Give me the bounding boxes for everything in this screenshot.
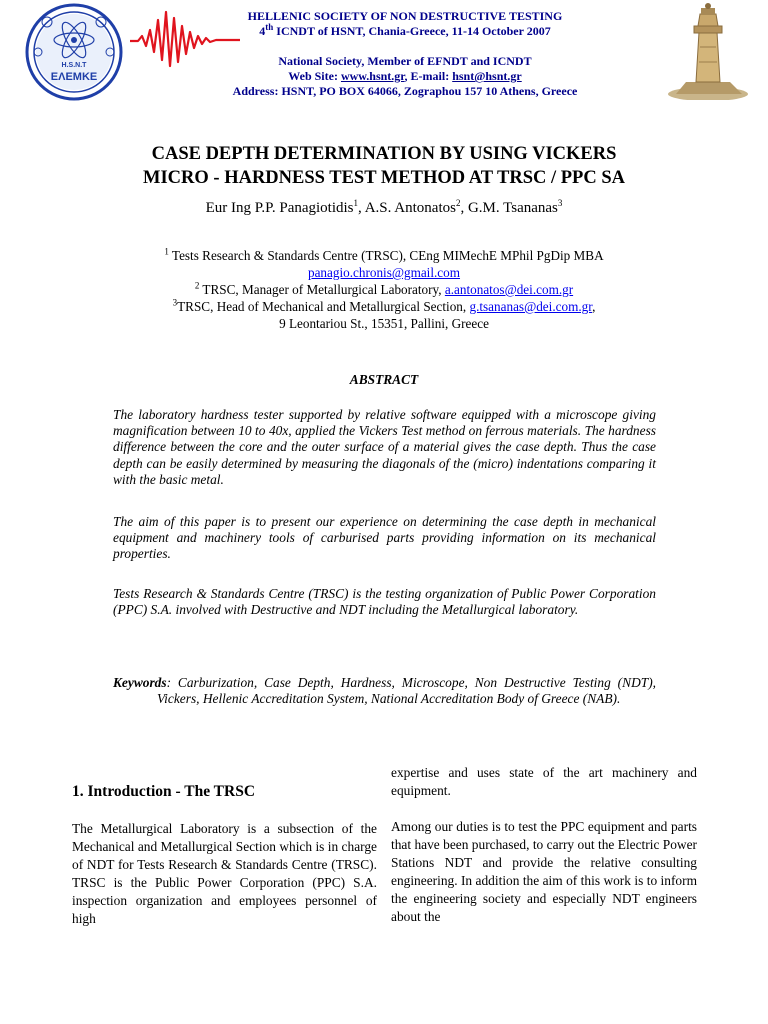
author-1-mark: 1 [353, 198, 359, 208]
website-link[interactable]: www.hsnt.gr [340, 69, 405, 83]
affiliation-1-mark: 1 [164, 246, 169, 257]
author-3: , G.M. Tsananas [460, 200, 558, 216]
conference-number-suffix: th [265, 22, 274, 32]
author-3-mark: 3 [557, 198, 563, 208]
affiliation-2-text: TRSC, Manager of Metallurgical Laboratory, [199, 282, 445, 297]
keywords-list: : Carburization, Case Depth, Hardness, Microscope, Non Destructive Testing (NDT), Vickers, Hellenic Accreditation System, National Accreditation Body of Greece (NAB). [157, 675, 656, 707]
abstract-paragraph-3: Tests Research & Standards Centre (TRSC) is the testing organization of Public Power Corporation (PPC) S.A. involved with Destructive and NDT including the Metallurgical laboratory. [113, 586, 656, 618]
left-column-paragraph: The Metallurgical Laboratory is a subsection of the Mechanical and Metallurgical Section which is in charge of NDT for Tests Research & Standards Centre (TRSC). TRSC is the Public Power Corporation (PPC) S.A. inspection organization and employees personnel of high [72, 821, 377, 926]
author-2: , A.S. Antonatos [358, 200, 456, 216]
right-column-paragraph: Among our duties is to test the PPC equipment and parts that have been purchased, to carry out the Electric Power Stations NDT and provide the relative consulting engineering. In addition the aim of this work is to inform the engineering society and especially NDT engineers about the [391, 819, 697, 924]
affiliation-address: 9 Leontariou St., 15351, Pallini, Greece [279, 316, 489, 331]
lighthouse-image [666, 2, 750, 100]
conference-details: ICNDT of HSNT, Chania-Greece, 11-14 October 2007 [273, 24, 551, 38]
affiliation-3 [60, 298, 708, 315]
paper-title-line-1: CASE DEPTH DETERMINATION BY USING VICKERS [151, 144, 617, 164]
affiliation-2 [60, 281, 708, 298]
logo-text-bottom: ΕΛΕΜΚΕ [50, 71, 98, 83]
society-address: Address: HSNT, PO BOX 64066, Zographou 157 10 Athens, Greece [232, 84, 578, 98]
affiliation-1-text: Tests Research & Standards Centre (TRSC), CEng MIMechE MPhil PgDip MBA [168, 248, 604, 263]
keywords [113, 675, 656, 707]
affiliation-3-tail: , [592, 299, 596, 314]
abstract-paragraph-1: The laboratory hardness tester supported by relative software equipped with a microscope giving magnification between 10 to 40x, applied the Vickers Test method on ferrous materials. The hardness difference between the core and the outer surface of a material gives the case depth. Thus the case depth can be easily determined by measuring the diagonals of the (micro) indentations comparing it with the basic metal. [113, 407, 656, 487]
logo-text-top: H.S.N.T [61, 62, 87, 69]
abstract-paragraph-2: The aim of this paper is to present our experience on determining the case depth in mechanical equipment and machinery tools of carburised parts providing information on its mechanical properties. [113, 514, 656, 562]
author-1-email-link[interactable]: panagio.chronis@gmail.com [307, 265, 461, 280]
contact-line [215, 69, 595, 84]
hsnt-logo [22, 2, 126, 102]
section-heading: 1. Introduction - The TRSC [72, 783, 256, 800]
society-email-link[interactable]: hsnt@hsnt.gr [452, 69, 522, 83]
email-label: , E-mail: [404, 69, 453, 83]
affiliation-2-mark: 2 [194, 280, 200, 291]
conference-number: 4 [259, 24, 266, 38]
web-label: Web Site: [288, 69, 341, 83]
author-3-email-link[interactable]: g.tsananas@dei.com.gr [469, 299, 593, 314]
affiliation-1 [60, 247, 708, 264]
keywords-label: Keywords [113, 675, 167, 690]
author-2-mark: 2 [455, 198, 461, 208]
author-1: Eur Ing P.P. Panagiotidis [205, 200, 354, 216]
paper-title-line-2: MICRO - HARDNESS TEST METHOD AT TRSC / PPC SA [143, 168, 625, 188]
affiliation-3-mark: 3 [172, 297, 178, 308]
author-list [60, 198, 708, 218]
conference-line [215, 24, 595, 39]
society-name: HELLENIC SOCIETY OF NON DESTRUCTIVE TESTING [247, 9, 563, 23]
membership-line: National Society, Member of EFNDT and ICNDT [278, 54, 532, 68]
affiliation-1-email-line [60, 264, 708, 281]
abstract-heading: ABSTRACT [349, 372, 419, 387]
right-column-continuation: expertise and uses state of the art machinery and equipment. [391, 765, 697, 798]
author-2-email-link[interactable]: a.antonatos@dei.com.gr [444, 282, 574, 297]
affiliation-3-text: TRSC, Head of Mechanical and Metallurgical Section, [177, 299, 470, 314]
